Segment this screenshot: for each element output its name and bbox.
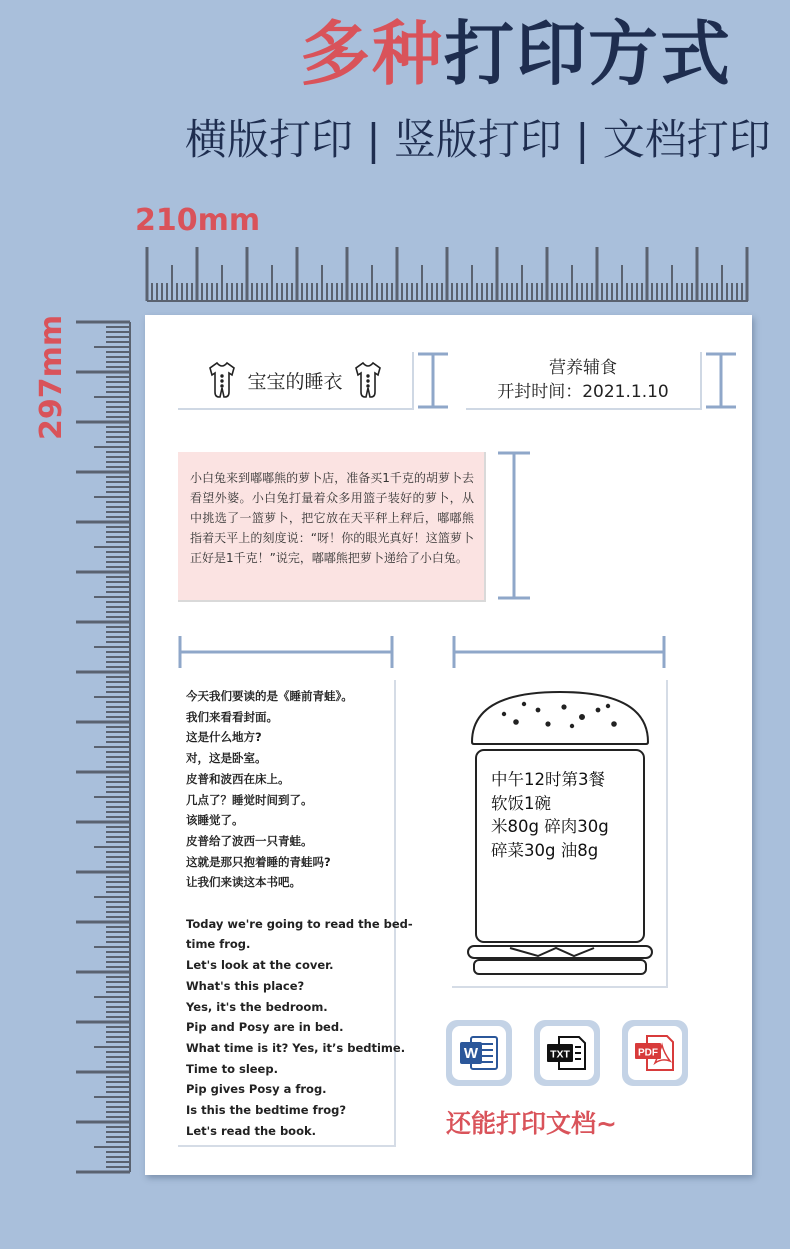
document-page bbox=[178, 680, 413, 1147]
doc-cn-line: 我们来看看封面。 bbox=[186, 709, 278, 724]
doc-cn-line: 让我们来读这本书吧。 bbox=[186, 875, 301, 890]
word-file-icon bbox=[446, 1020, 512, 1086]
doc-en-line: time frog. bbox=[186, 937, 251, 952]
txt-file-icon bbox=[534, 1020, 600, 1086]
pajama-label-text: 宝宝的睡衣 bbox=[247, 370, 343, 393]
bracket-story-height-icon bbox=[498, 453, 530, 598]
txt-icon bbox=[545, 1031, 589, 1075]
meal-line: 中午12时第3餐 bbox=[491, 770, 605, 789]
document-print-caption: 还能打印文档~ bbox=[446, 1109, 617, 1138]
pdf-file-icon bbox=[622, 1020, 688, 1086]
doc-cn-line: 皮普和波西在床上。 bbox=[186, 771, 290, 786]
meal-line: 碎菜30g 油8g bbox=[491, 840, 599, 860]
width-dimension-label: 210mm bbox=[135, 203, 261, 238]
food-label bbox=[466, 352, 702, 410]
doc-en-line: Time to sleep. bbox=[186, 1061, 278, 1076]
food-label-date: 开封时间：2021.1.10 bbox=[497, 382, 669, 402]
doc-cn-line: 今天我们要读的是《睡前青蛙》。 bbox=[186, 689, 353, 703]
word-icon bbox=[457, 1031, 501, 1075]
doc-en-line: Is this the bedtime frog? bbox=[186, 1103, 347, 1118]
title-highlight: 多种 bbox=[300, 13, 444, 95]
doc-en-line: Pip gives Posy a frog. bbox=[186, 1082, 327, 1097]
pdf-icon-label: PDF bbox=[638, 1047, 658, 1059]
doc-en-line: Let's look at the cover. bbox=[186, 958, 334, 973]
title-rest: 打印方式 bbox=[444, 13, 732, 95]
doc-cn-line: 皮普给了波西一只青蛙。 bbox=[186, 833, 313, 848]
pdf-icon bbox=[633, 1031, 677, 1075]
bracket-burger-width-icon bbox=[454, 636, 664, 668]
doc-cn-line: 该睡觉了。 bbox=[186, 813, 244, 828]
page-subtitle: 横版打印 | 竖版打印 | 文档打印 bbox=[185, 115, 771, 164]
height-dimension-label: 297mm bbox=[34, 314, 69, 440]
story-note bbox=[178, 452, 486, 602]
bracket-doc-width-icon bbox=[180, 636, 392, 668]
txt-icon-label: TXT bbox=[550, 1048, 570, 1061]
doc-en-line: What's this place? bbox=[186, 978, 305, 993]
onesie-icon bbox=[207, 360, 237, 400]
doc-en-line: What time is it? Yes, it’s bedtime. bbox=[186, 1040, 406, 1055]
doc-en-line: Today we're going to read the bed- bbox=[186, 916, 413, 931]
word-icon-letter: W bbox=[463, 1045, 479, 1062]
doc-cn-line: 几点了？睡觉时间到了。 bbox=[186, 792, 313, 807]
doc-cn-line: 这是什么地方? bbox=[186, 730, 262, 745]
meal-line: 米80g 碎肉30g bbox=[491, 817, 609, 836]
food-label-title: 营养辅食 bbox=[549, 358, 617, 378]
pajama-label bbox=[178, 352, 414, 410]
story-text: 小白兔来到嘟嘟熊的萝卜店，准备买1千克的胡萝卜去看望外婆。小白兔打量着众多用篮子装好的萝卜，从中挑选了一篮萝卜，把它放在天平秤上秤后，嘟嘟熊指着天平上的刻度说：“呀！你的眼光真好！这篮萝卜正好是1千克！”说完，嘟嘟熊把萝卜递给了小白兔。 bbox=[190, 471, 474, 565]
onesie-icon bbox=[353, 360, 383, 400]
doc-en-line: Let's read the book. bbox=[186, 1123, 316, 1138]
doc-cn-line: 这就是那只抱着睡的青蛙吗? bbox=[186, 854, 331, 869]
doc-en-line: Yes, it's the bedroom. bbox=[186, 999, 328, 1014]
doc-spacer bbox=[186, 893, 394, 914]
bracket-label1-height-icon bbox=[418, 354, 448, 407]
doc-cn-line: 对，这是卧室。 bbox=[186, 751, 267, 766]
meal-info bbox=[491, 768, 609, 862]
bracket-label2-height-icon bbox=[706, 354, 736, 407]
meal-line: 软饭1碗 bbox=[491, 793, 551, 813]
doc-en-line: Pip and Posy are in bed. bbox=[186, 1020, 344, 1035]
